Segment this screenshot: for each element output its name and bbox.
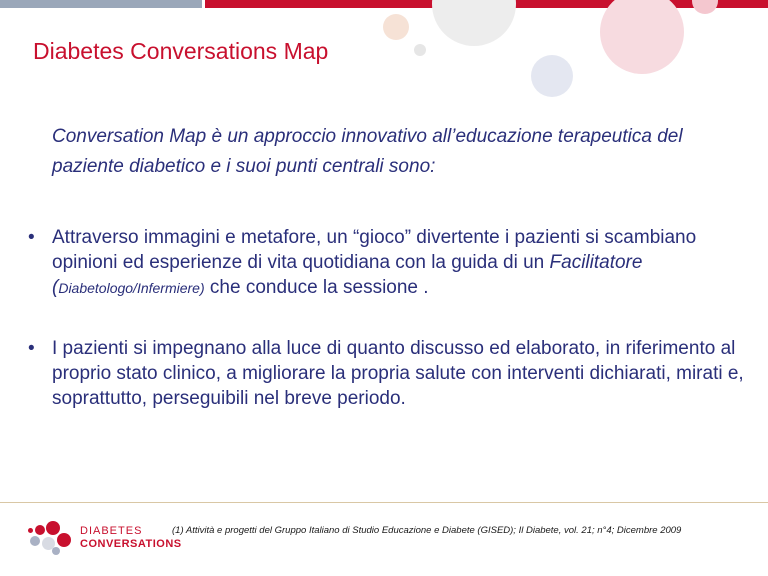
bullet-item-facilitator (28, 225, 748, 301)
deco-circle-pink-small (692, 0, 718, 14)
bullet-1-text-end: che conduce la sessione . (204, 277, 429, 298)
bullet-1-roles: Diabetologo/Infermiere) (58, 280, 205, 296)
logo-dot-icon (52, 547, 60, 555)
diabetes-conversations-logo (28, 517, 198, 557)
deco-circle-pink-large (600, 0, 684, 74)
bullet-item-commitment (28, 336, 748, 411)
logo-text-diabetes: DIABETES (80, 525, 143, 537)
deco-circle-peach (383, 14, 409, 40)
logo-dot-icon (57, 533, 71, 547)
deco-circle-large (432, 0, 516, 46)
bullet-dot-icon: • (28, 338, 35, 359)
logo-dot-icon (30, 536, 40, 546)
deco-circle-lavender (531, 55, 573, 97)
intro-paragraph: Conversation Map è un approccio innovativo all’educazione terapeutica del paziente diabetico e i suoi punti centrali sono: (52, 126, 683, 177)
top-bar-gray-segment (0, 0, 202, 8)
logo-dot-icon (35, 525, 45, 535)
logo-dot-icon (28, 528, 33, 533)
slide-title: Diabetes Conversations Map (33, 38, 329, 64)
logo-text-conversations: CONVERSATIONS (80, 538, 182, 550)
footnote-reference: (1) Attività e progetti del Gruppo Italiano di Studio Educazione e Diabete (GISED); Il Diabete, vol. 21; n°4; Dicembre 2009 (172, 525, 682, 536)
bullet-dot-icon: • (28, 227, 35, 248)
bullet-list (28, 225, 748, 411)
bullet-1-text: Attraverso immagini e metafore, un “gioco” divertente i pazienti si scambiano opinioni ed esperienze di vita quotidiana con la guida di un (52, 227, 697, 273)
footer-divider (0, 502, 768, 503)
logo-dot-icon (46, 521, 60, 535)
deco-circle-gray-small (414, 44, 426, 56)
bullet-2-text: I pazienti si impegnano alla luce di quanto discusso ed elaborato, in riferimento al proprio stato clinico, a migliorare la propria salute con interventi dichiarati, mirati e, soprattutto, perseguibili nel breve periodo. (52, 338, 744, 409)
bullet-1-facilitator: Facilitatore ( (52, 252, 643, 298)
